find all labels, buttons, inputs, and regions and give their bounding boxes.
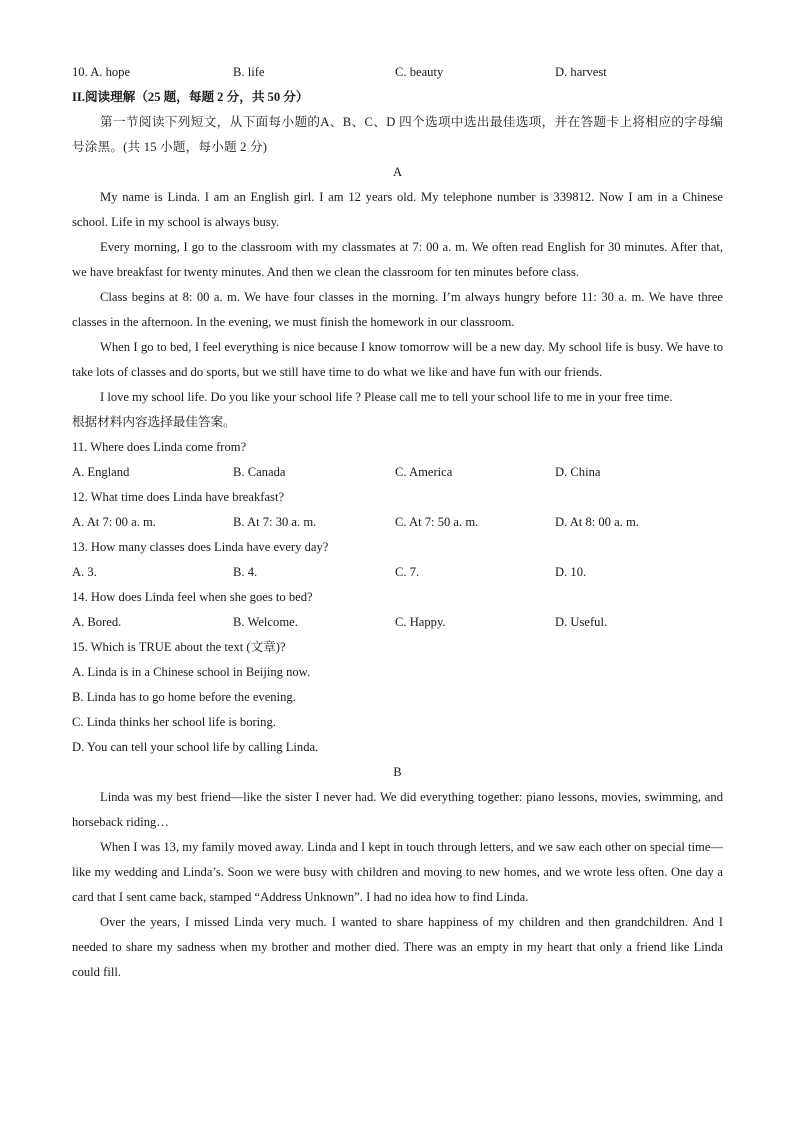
question-14-stem: 14. How does Linda feel when she goes to bed?	[72, 590, 313, 604]
option-a: A. At 7: 00 a. m.	[72, 515, 156, 529]
passage-a-paragraph-4: When I go to bed, I feel everything is nice because I know tomorrow will be a new day. My school life is busy. We have to take lots of classes and do sports, but we still have time to do what we like and have fun with our friends.	[72, 340, 723, 379]
question-11-stem: 11. Where does Linda come from?	[72, 440, 247, 454]
option-d: D. harvest	[555, 65, 607, 79]
option-b: B. life	[233, 65, 265, 79]
question-15-option-b: B. Linda has to go home before the evening.	[72, 690, 296, 704]
option-b: B. Welcome.	[233, 615, 298, 629]
passage-b-paragraph-2: When I was 13, my family moved away. Linda and I kept in touch through letters, and we saw each other on special time—like my wedding and Linda’s. Soon we were busy with children and moving to new homes, and we wrote less often. One day a card that I sent came back, stamped “Address Unknown”. I had no idea how to find Linda.	[72, 840, 723, 904]
passage-b-label: B	[393, 765, 402, 779]
passage-a-paragraph-1: My name is Linda. I am an English girl. I am 12 years old. My telephone number is 339812. Now I am in a Chinese school. Life in my school is always busy.	[72, 190, 723, 229]
question-15-option-c: C. Linda thinks her school life is boring.	[72, 715, 276, 729]
option-d: D. Useful.	[555, 615, 608, 629]
passage-b-paragraph-1: Linda was my best friend—like the sister I never had. We did everything together: piano lessons, movies, swimming, and horseback riding…	[72, 790, 723, 829]
option-b: B. 4.	[233, 565, 258, 579]
section-instruction: 第一节阅读下列短文，从下面每小题的A、B、C、D 四个选项中选出最佳选项，并在答题卡上将相应的字母编号涂黑。(共 15 小题，每小题 2 分)	[72, 115, 723, 154]
option-d: D. China	[555, 465, 601, 479]
option-c: C. At 7: 50 a. m.	[395, 515, 479, 529]
passage-a-paragraph-5: I love my school life. Do you like your school life ? Please call me to tell your school life to me in your free time.	[100, 390, 673, 404]
passage-a-label: A	[392, 165, 403, 179]
passage-b-paragraph-3: Over the years, I missed Linda very much. I wanted to share happiness of my children and then grandchildren. And I needed to share my sadness when my brother and mother died. There was an empty in my heart that only a friend like Linda could fill.	[72, 915, 723, 979]
option-b: B. At 7: 30 a. m.	[233, 515, 317, 529]
question-15-option-a: A. Linda is in a Chinese school in Beijing now.	[72, 665, 311, 679]
option-b: B. Canada	[233, 465, 286, 479]
option-c: C. beauty	[395, 65, 444, 79]
question-12-options	[72, 510, 723, 535]
question-12-stem: 12. What time does Linda have breakfast?	[72, 490, 285, 504]
question-11-options	[72, 460, 723, 485]
question-15-stem: 15. Which is TRUE about the text (文章)?	[72, 640, 286, 654]
option-a: A. 3.	[72, 565, 97, 579]
option-a: A. England	[72, 465, 130, 479]
option-c: C. Happy.	[395, 615, 446, 629]
question-14-options	[72, 610, 723, 635]
passage-a-paragraph-2: Every morning, I go to the classroom with my classmates at 7: 00 a. m. We often read English for 30 minutes. After that, we have breakfast for twenty minutes. And then we clean the classroom for ten minutes before class.	[72, 240, 723, 279]
option-c: C. America	[395, 465, 453, 479]
exam-page	[72, 60, 723, 985]
question-10-options	[72, 60, 723, 85]
question-15-option-d: D. You can tell your school life by calling Linda.	[72, 740, 319, 754]
option-d: D. At 8: 00 a. m.	[555, 515, 639, 529]
option-c: C. 7.	[395, 565, 420, 579]
question-13-stem: 13. How many classes does Linda have every day?	[72, 540, 329, 554]
question-13-options	[72, 560, 723, 585]
option-a: 10. A. hope	[72, 65, 131, 79]
passage-a-paragraph-3: Class begins at 8: 00 a. m. We have four classes in the morning. I’m always hungry before 11: 30 a. m. We have three classes in the afternoon. In the evening, we must finish the homework in our classroom.	[72, 290, 723, 329]
answer-instruction: 根据材料内容选择最佳答案。	[72, 415, 236, 429]
section-title: II.阅读理解（25 题，每题 2 分，共 50 分）	[72, 90, 309, 104]
option-a: A. Bored.	[72, 615, 122, 629]
option-d: D. 10.	[555, 565, 587, 579]
